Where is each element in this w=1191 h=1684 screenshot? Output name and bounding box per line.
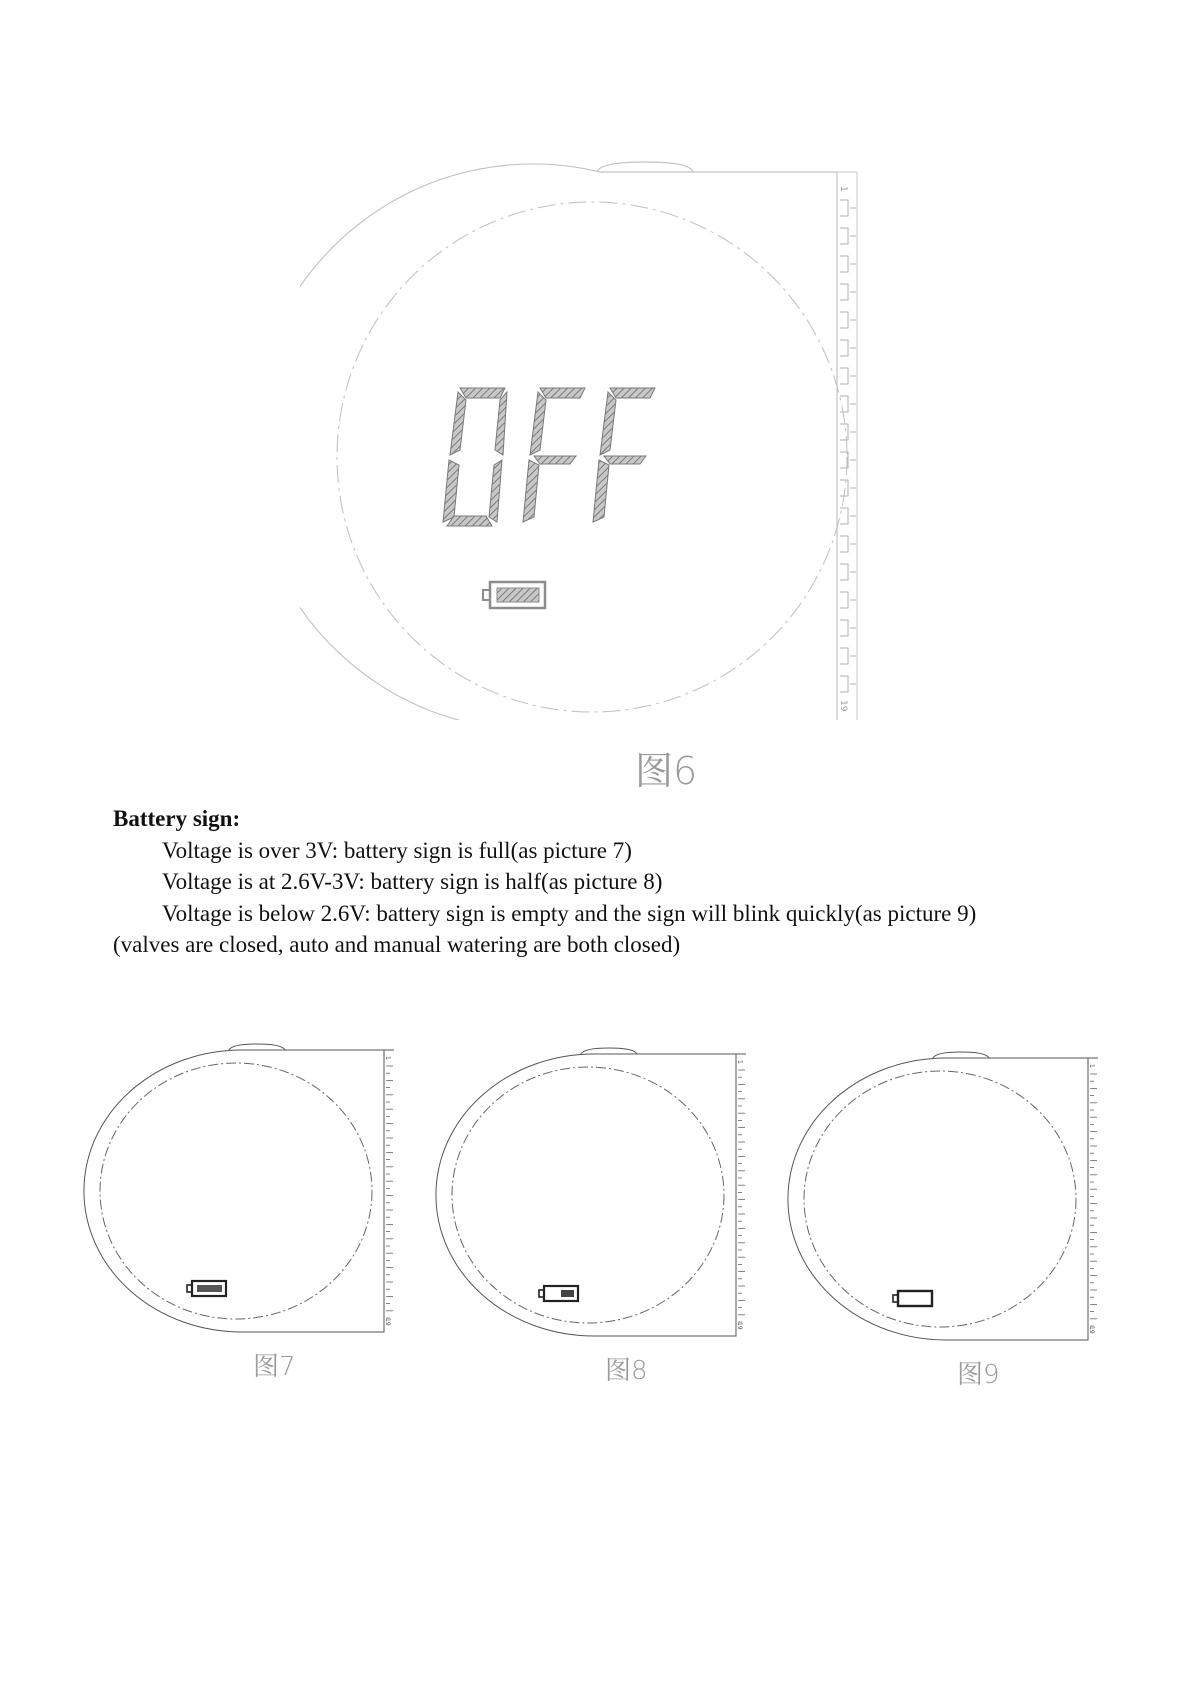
figure-6-display bbox=[300, 160, 860, 720]
scale-end-label: 19 bbox=[736, 1322, 743, 1330]
ruler-segment bbox=[840, 228, 848, 244]
ruler-segment bbox=[840, 536, 848, 552]
scale-start-label: 1 bbox=[838, 186, 848, 192]
scale-start-label: 1 bbox=[1088, 1064, 1095, 1068]
ruler-segment bbox=[840, 564, 848, 580]
voltage-line-empty: Voltage is below 2.6V: battery sign is empty and the sign will blink quickly(as picture 9) bbox=[162, 900, 977, 926]
device-outline bbox=[300, 164, 837, 720]
display-text: OFF bbox=[300, 160, 302, 161]
battery-icon bbox=[483, 582, 545, 608]
ruler-ticks bbox=[1090, 1074, 1097, 1326]
figure-7-caption: 图7 bbox=[253, 1352, 296, 1382]
battery-empty-icon bbox=[893, 1291, 932, 1306]
ruler-segment bbox=[840, 508, 848, 524]
scale-end-label: 19 bbox=[1088, 1326, 1095, 1334]
ruler-segment bbox=[840, 312, 848, 328]
ruler-segment bbox=[840, 592, 848, 608]
top-button bbox=[597, 162, 693, 172]
figure-9-display bbox=[768, 1048, 1098, 1348]
ruler-segment bbox=[840, 676, 848, 692]
ruler-segment bbox=[840, 200, 848, 216]
ruler-segment bbox=[840, 284, 848, 300]
ruler-segment bbox=[840, 648, 848, 664]
ruler-segment bbox=[840, 368, 848, 384]
ruler-segment bbox=[840, 396, 848, 412]
battery-half-icon bbox=[539, 1286, 578, 1301]
battery-full-icon bbox=[187, 1281, 226, 1296]
scale-end-label: 19 bbox=[838, 700, 848, 712]
voltage-line-full: Voltage is over 3V: battery sign is full(as picture 7) bbox=[162, 837, 632, 863]
figure-8-caption: 图8 bbox=[605, 1356, 648, 1386]
display-area-circle bbox=[337, 202, 847, 712]
scale-end-label: 19 bbox=[384, 1318, 391, 1326]
ruler-segment bbox=[840, 620, 848, 636]
scale-start-label: 1 bbox=[736, 1060, 743, 1064]
ruler-ticks bbox=[386, 1066, 393, 1318]
figure-8-display bbox=[416, 1044, 746, 1344]
segment-digits bbox=[443, 388, 655, 526]
scale-start-label: 1 bbox=[384, 1056, 391, 1060]
figure-6-caption: 图6 bbox=[635, 749, 698, 793]
voltage-line-half: Voltage is at 2.6V-3V: battery sign is half(as picture 8) bbox=[162, 869, 663, 894]
ruler-segment bbox=[840, 256, 848, 272]
battery-sign-section bbox=[113, 803, 1113, 961]
figure-7-display bbox=[64, 1040, 394, 1340]
ruler-segment bbox=[840, 340, 848, 356]
section-heading: Battery sign: bbox=[113, 806, 241, 831]
ruler-ticks bbox=[738, 1070, 745, 1322]
ruler-ticks bbox=[840, 200, 856, 692]
section-note: (valves are closed, auto and manual watering are both closed) bbox=[113, 932, 681, 957]
figure-9-caption: 图9 bbox=[957, 1360, 1000, 1390]
